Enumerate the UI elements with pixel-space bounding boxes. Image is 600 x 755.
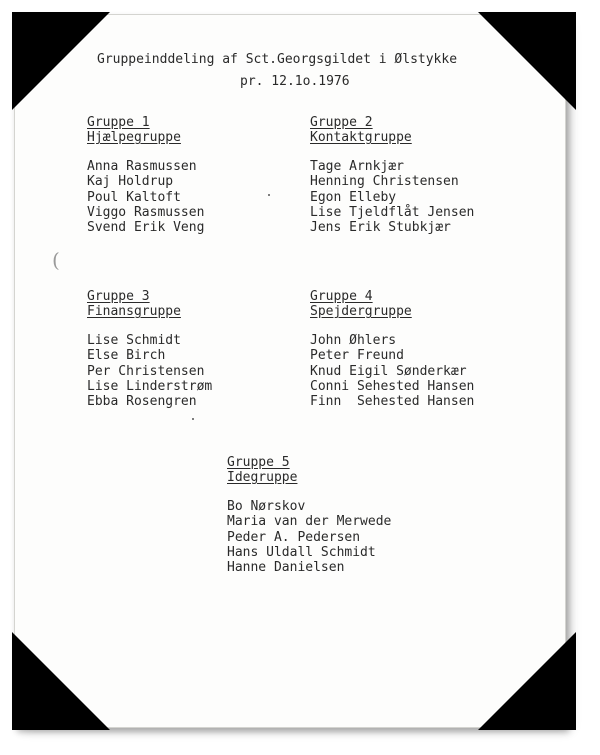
member: Henning Christensen bbox=[310, 174, 459, 190]
member: Kaj Holdrup bbox=[87, 174, 174, 190]
member-list bbox=[87, 159, 204, 235]
group-number: Gruppe 3 bbox=[87, 289, 150, 304]
member: Lise Linderstrøm bbox=[87, 378, 213, 394]
group-number: Gruppe 1 bbox=[87, 115, 150, 130]
member: Svend Erik Veng bbox=[87, 220, 205, 236]
member: Viggo Rasmussen bbox=[87, 204, 205, 220]
member: Knud Eigil Sønderkær bbox=[310, 363, 467, 379]
member-list bbox=[310, 333, 474, 409]
member: Anna Rasmussen bbox=[87, 159, 197, 174]
paper-speck bbox=[268, 194, 270, 196]
group-1 bbox=[87, 115, 204, 235]
member: Lise Schmidt bbox=[87, 333, 181, 348]
group-name: Kontaktgruppe bbox=[310, 130, 412, 145]
member: Hanne Danielsen bbox=[227, 560, 345, 576]
group-number: Gruppe 4 bbox=[310, 289, 373, 304]
member: Jens Erik Stubkjær bbox=[310, 220, 451, 236]
member: Tage Arnkjær bbox=[310, 159, 404, 174]
member: Conni Sehested Hansen bbox=[310, 378, 475, 394]
member: John Øhlers bbox=[310, 333, 397, 348]
member: Peter Freund bbox=[310, 348, 404, 364]
group-name: Hjælpegruppe bbox=[87, 130, 181, 145]
group-name: Finansgruppe bbox=[87, 304, 181, 319]
document-title: Gruppeinddeling af Sct.Georgsgildet i Ølstykke bbox=[97, 52, 458, 67]
document-date: pr. 12.1o.1976 bbox=[240, 74, 350, 89]
member: Ebba Rosengren bbox=[87, 394, 197, 410]
group-number: Gruppe 2 bbox=[310, 115, 373, 130]
photo-corner-bottom-right bbox=[478, 632, 576, 730]
group-name: Spejdergruppe bbox=[310, 304, 412, 319]
photo-corner-top-left bbox=[12, 12, 110, 110]
member: Peder A. Pedersen bbox=[227, 529, 361, 545]
member: Maria van der Merwede bbox=[227, 514, 392, 530]
member: Poul Kaltoft bbox=[87, 189, 181, 205]
group-2 bbox=[310, 115, 474, 235]
member: Finn Sehested Hansen bbox=[310, 394, 475, 410]
member-list bbox=[310, 159, 474, 235]
group-4 bbox=[310, 289, 474, 409]
photo-corner-bottom-left bbox=[12, 632, 110, 730]
member: Egon Elleby bbox=[310, 189, 397, 205]
member: Lise Tjeldflåt Jensen bbox=[310, 204, 475, 220]
group-5 bbox=[227, 455, 391, 575]
group-number: Gruppe 5 bbox=[227, 455, 290, 470]
member: Per Christensen bbox=[87, 363, 205, 379]
photo-corner-top-right bbox=[478, 12, 576, 110]
member-list bbox=[227, 499, 391, 575]
paper-mark: ( bbox=[52, 248, 60, 272]
member: Bo Nørskov bbox=[227, 499, 306, 514]
paper-speck bbox=[192, 418, 194, 420]
member-list bbox=[87, 333, 212, 409]
group-name: Idegruppe bbox=[227, 470, 298, 485]
member: Hans Uldall Schmidt bbox=[227, 544, 376, 560]
member: Else Birch bbox=[87, 348, 166, 364]
group-3 bbox=[87, 289, 212, 409]
